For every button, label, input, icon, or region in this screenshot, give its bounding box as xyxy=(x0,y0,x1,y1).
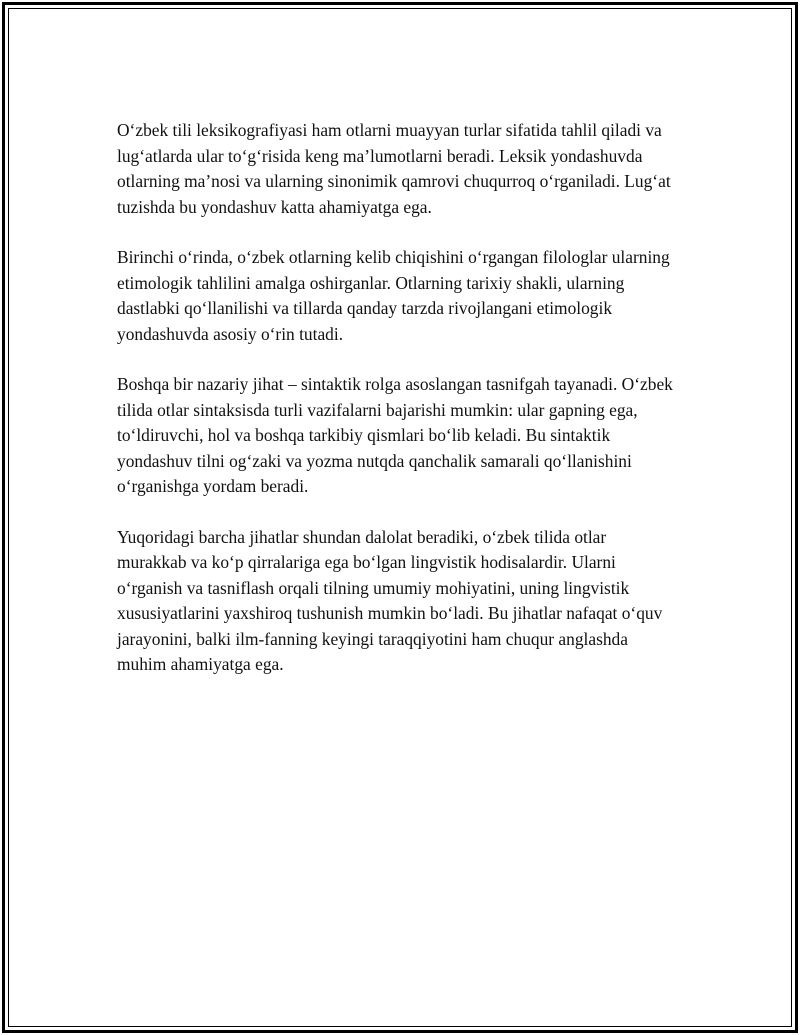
paragraph-4: Yuqoridagi barcha jihatlar shundan dalolat beradiki, o‘zbek tilida otlar murakkab va ko‘p qirralariga ega bo‘lgan lingvistik hodisalardir. Ularni o‘rganish va tasniflash orqali tilning umumiy mohiyatini, uning lingvistik xususiyatlarini yaxshiroq tushunish mumkin bo‘ladi. Bu jihatlar nafaqat o‘quv jarayonini, balki ilm-fanning keyingi taraqqiyotini ham chuqur anglashda muhim ahamiyatga ega. xyxy=(117,526,663,674)
paragraph-1: O‘zbek tili leksikografiyasi ham otlarni muayyan turlar sifatida tahlil qiladi va lug‘atlarda ular to‘g‘risida keng ma’lumotlarni beradi. Leksik yondashuvda otlarning ma’nosi va ularning sinonimik qamrovi chuqurroq o‘rganiladi. Lug‘at tuzishda bu yondashuv katta ahamiyatga ega. xyxy=(117,120,671,217)
paragraph-2: Birinchi o‘rinda, o‘zbek otlarning kelib chiqishini o‘rgangan filologlar ularning etimologik tahlilini amalga oshirganlar. Otlarning tarixiy shakli, ularning dastlabki qo‘llanilishi va tillarda qanday tarzda rivojlangani etimologik yondashuvda asosiy o‘rin tutadi. xyxy=(117,247,670,344)
document-body xyxy=(117,118,677,703)
paragraph-3: Boshqa bir nazariy jihat – sintaktik rolga asoslangan tasnifgah tayanadi. O‘zbek tilida otlar sintaksisda turli vazifalarni bajarishi mumkin: ular gapning ega, to‘ldiruvchi, hol va boshqa tarkibiy qismlari bo‘lib keladi. Bu sintaktik yondashuv tilni og‘zaki va yozma nutqda qanchalik samarali qo‘llanishini o‘rganishga yordam beradi. xyxy=(117,374,673,496)
